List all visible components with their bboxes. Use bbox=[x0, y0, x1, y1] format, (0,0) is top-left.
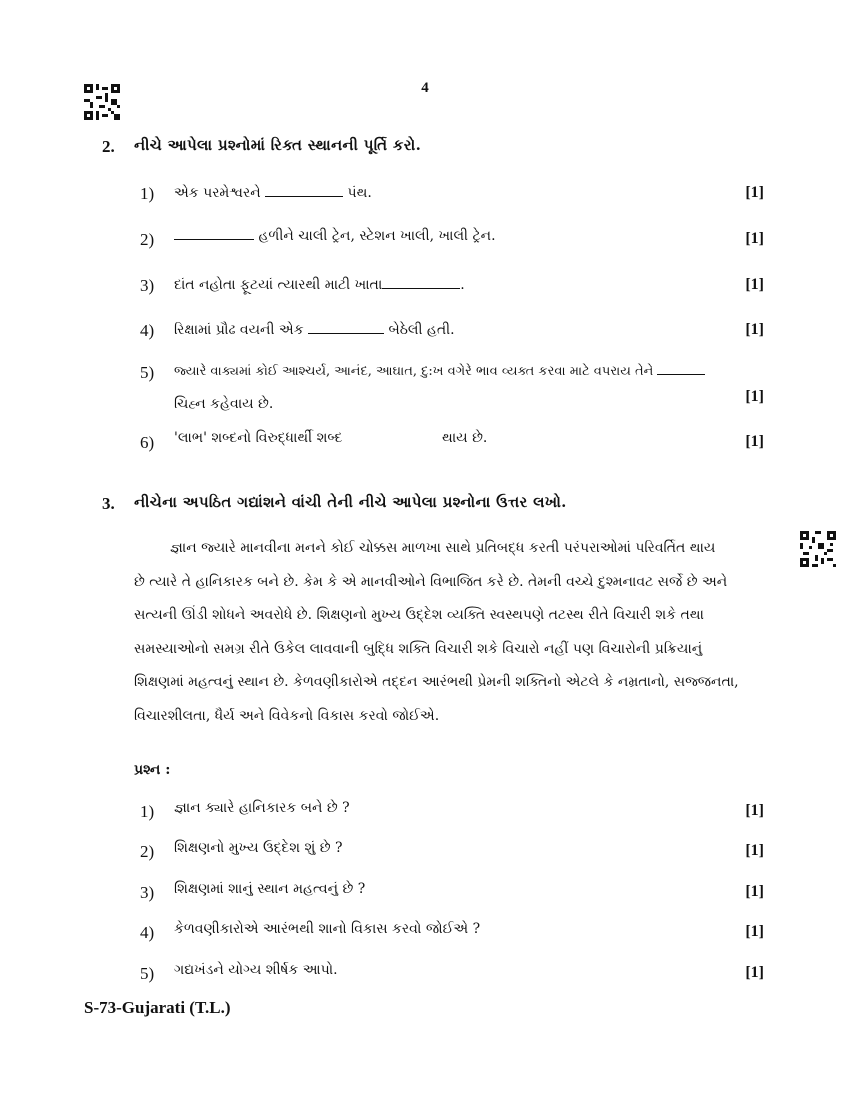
passage-line: જ્ઞાન જ્યારે માનવીના મનને કોઈ ચોક્કસ માળખા સાથે પ્રતિબદ્ધ કરતી પરંપરાઓમાં પરિવર્તિત થાય bbox=[170, 540, 716, 556]
q3-question-3-number: 3) bbox=[140, 883, 155, 902]
passage-line: સત્યની ઊંડી શોધને અવરોધે છે. શિક્ષણનો મુખ્ય ઉદ્દેશ વ્યક્તિ સ્વસ્થપણે તટસ્થ રીતે વિચારી શકે તથા bbox=[134, 607, 704, 623]
q2-item-5-blank bbox=[657, 360, 705, 375]
q2-item-4-number: 4) bbox=[140, 321, 155, 340]
q2-item-4-blank bbox=[308, 319, 384, 334]
q2-item-3-number: 3) bbox=[140, 276, 155, 295]
q2-item-2-after: હળીને ચાલી ટ્રેન, સ્ટેશન ખાલી, ખાલી ટ્રેન. bbox=[258, 228, 496, 244]
q2-item-1-after: પંથ. bbox=[347, 185, 372, 201]
page-footer: S-73-Gujarati (T.L.) bbox=[84, 998, 231, 1017]
q2-item-4-before: રિક્ષામાં પ્રૌઢ વયની એક bbox=[174, 322, 304, 338]
passage-line: શિક્ષણમાં મહત્વનું સ્થાન છે. કેળવણીકારોએ તદ્દન આરંભથી પ્રેમની શક્તિનો એટલે કે નમ્રતાનો, સજ્જનતા, bbox=[134, 674, 739, 690]
q2-item-2-mark: [1] bbox=[745, 230, 764, 247]
passage-line: વિચારશીલતા, ધૈર્ય અને વિવેકનો વિકાસ કરવો જોઈએ. bbox=[134, 707, 440, 724]
q2-item-2-text bbox=[174, 225, 496, 244]
q3-question-4-mark: [1] bbox=[745, 923, 764, 940]
q2-item-6-mark: [1] bbox=[745, 433, 764, 450]
passage-line: સમસ્યાઓનો સમગ્ર રીતે ઉકેલ લાવવાની બુદ્ધિ શક્તિ વિચારી શકે વિચારો નહીં પણ વિચારોની પ્રક્રિયાનું bbox=[134, 640, 703, 657]
passage-line: છે ત્યારે તે હાનિકારક બને છે. કેમ કે એ માનવીઓને વિભાજિત કરે છે. તેમની વચ્ચે દુશ્મનાવટ સર્જે છે અને bbox=[134, 573, 728, 590]
q2-item-5-line2: ચિહ્ન કહેવાય છે. bbox=[174, 396, 274, 412]
q3-question-2-mark: [1] bbox=[745, 842, 764, 859]
q3-question-3-text: શિક્ષણમાં શાનું સ્થાન મહત્વનું છે ? bbox=[174, 881, 366, 897]
q3-question-5-number: 5) bbox=[140, 964, 155, 983]
q2-item-1-before: એક પરમેશ્વરને bbox=[174, 185, 261, 201]
q2-item-3-mark: [1] bbox=[745, 276, 764, 293]
q3-title: નીચેના અપઠિત ગદ્યાંશને વાંચી તેની નીચે આપેલા પ્રશ્નોના ઉત્તર લખો. bbox=[134, 493, 567, 511]
q2-item-6-after: થાય છે. bbox=[442, 430, 488, 446]
q2-item-3-blank bbox=[382, 274, 460, 289]
q3-number: 3. bbox=[102, 494, 115, 513]
q2-item-3-before: દાંત નહોતા ફૂટયાં ત્યારથી માટી ખાતા bbox=[174, 277, 383, 293]
q2-item-5-text: જ્યારે વાક્યમાં કોઈ આશ્ચર્ય, આનંદ, આઘાત, દુ:ખ વગેરે ભાવ વ્યક્ત કરવા માટે વપરાય તેને bbox=[174, 364, 654, 379]
qr-code-right bbox=[800, 531, 836, 567]
q3-question-5-text: ગદ્યખંડને યોગ્ય શીર્ષક આપો. bbox=[174, 962, 338, 978]
q2-number: 2. bbox=[102, 137, 115, 156]
q3-question-4-text: કેળવણીકારોએ આરંભથી શાનો વિકાસ કરવો જોઈએ ? bbox=[174, 921, 481, 937]
q2-item-2-number: 2) bbox=[140, 230, 155, 249]
q2-item-5-number: 5) bbox=[140, 363, 155, 382]
q3-question-3-mark: [1] bbox=[745, 883, 764, 900]
q2-item-1-text bbox=[174, 182, 372, 201]
questions-label: પ્રશ્ન : bbox=[134, 762, 171, 778]
q3-question-1-number: 1) bbox=[140, 802, 155, 821]
q3-question-2-text: શિક્ષણનો મુખ્ય ઉદ્દેશ શું છે ? bbox=[174, 840, 343, 856]
q3-question-2-number: 2) bbox=[140, 842, 155, 861]
q2-item-5-mark: [1] bbox=[745, 388, 764, 405]
q3-question-1-text: જ્ઞાન ક્યારે હાનિકારક બને છે ? bbox=[174, 800, 350, 816]
q3-question-5-mark: [1] bbox=[745, 964, 764, 981]
q2-title: નીચે આપેલા પ્રશ્નોમાં રિક્ત સ્થાનની પૂર્તિ કરો. bbox=[134, 136, 422, 154]
q2-item-3-text bbox=[174, 274, 465, 293]
q2-item-1-mark: [1] bbox=[745, 184, 764, 201]
q2-item-1-blank bbox=[265, 182, 343, 197]
q3-question-1-mark: [1] bbox=[745, 802, 764, 819]
q2-item-6-number: 6) bbox=[140, 433, 155, 452]
q2-item-6-before: 'લાભ' શબ્દનો વિરુદ્ધાર્થી શબ્દ bbox=[174, 430, 343, 446]
q2-item-3-after: . bbox=[460, 277, 465, 293]
q2-item-4-text bbox=[174, 319, 455, 338]
q2-item-4-mark: [1] bbox=[745, 321, 764, 338]
q3-question-4-number: 4) bbox=[140, 923, 155, 942]
q2-item-5-line1 bbox=[174, 360, 705, 379]
q2-item-4-after: બેઠેલી હતી. bbox=[388, 322, 455, 338]
page-number: 4 bbox=[421, 80, 429, 96]
q3-passage bbox=[134, 532, 766, 733]
q2-item-2-blank bbox=[174, 225, 254, 240]
q2-item-1-number: 1) bbox=[140, 184, 155, 203]
